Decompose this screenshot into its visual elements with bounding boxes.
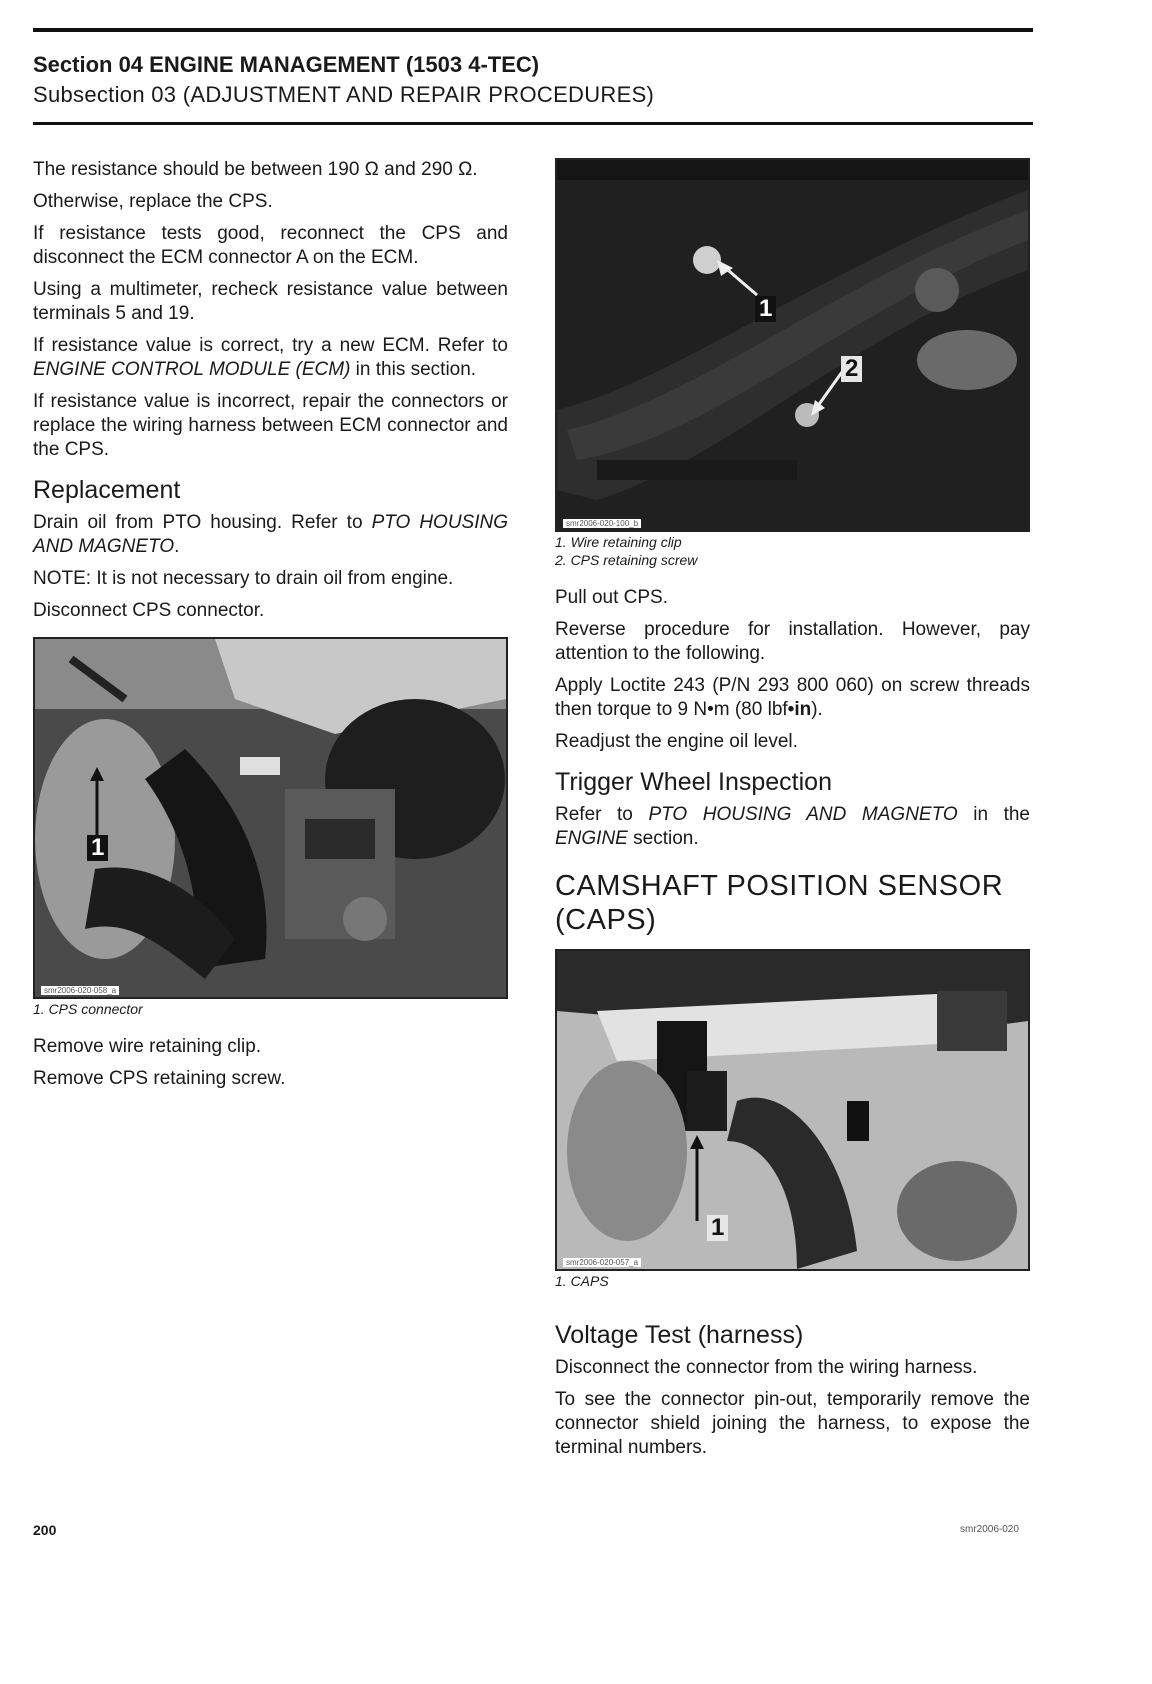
heading-caps: CAMSHAFT POSITION SENSOR (CAPS) bbox=[555, 870, 1004, 936]
right-column bbox=[555, 158, 1030, 1468]
figure-wire-clip-screw bbox=[555, 158, 1030, 532]
page-number: 200 bbox=[33, 1522, 57, 1538]
callout-number: 1 bbox=[707, 1215, 728, 1241]
paragraph bbox=[33, 334, 508, 382]
subsection-title: Subsection 03 (ADJUSTMENT AND REPAIR PROCEDURES) bbox=[33, 82, 655, 107]
text: in this section. bbox=[350, 359, 477, 380]
paragraph: Readjust the engine oil level. bbox=[555, 731, 798, 752]
cross-reference: ENGINE CONTROL MODULE (ECM) bbox=[33, 359, 351, 380]
paragraph: Remove wire retaining clip. bbox=[33, 1036, 262, 1057]
figure-caption: 2. CPS retaining screw bbox=[555, 552, 698, 568]
paragraph: Reverse procedure for installation. However, pay attention to the following. bbox=[555, 619, 1030, 664]
text: section. bbox=[627, 828, 699, 849]
header-bottom-rule bbox=[33, 122, 1033, 125]
header-top-rule bbox=[33, 28, 1033, 32]
cross-reference: PTO HOUSING AND MAGNETO bbox=[33, 512, 508, 557]
figure-caption: 1. Wire retaining clip bbox=[555, 534, 682, 550]
figure-cps-connector bbox=[33, 637, 508, 999]
note bbox=[33, 567, 508, 591]
photo-caps bbox=[557, 951, 1028, 1269]
callout-number: 2 bbox=[841, 356, 862, 382]
text: in the bbox=[957, 804, 1030, 825]
paragraph: If resistance value is incorrect, repair the connectors or replace the wiring harness between ECM connector and the CPS. bbox=[33, 391, 508, 460]
figure-id: smr2006-020-057_a bbox=[563, 1258, 641, 1267]
photo-wire-clip-screw bbox=[557, 160, 1028, 530]
heading-voltage-test: Voltage Test (harness) bbox=[555, 1321, 804, 1349]
paragraph: To see the connector pin-out, temporarily remove the connector shield joining the harness, to expose the terminal numbers. bbox=[555, 1389, 1030, 1458]
paragraph: Remove CPS retaining screw. bbox=[33, 1068, 286, 1089]
cross-reference: ENGINE bbox=[555, 828, 628, 849]
paragraph: Otherwise, replace the CPS. bbox=[33, 191, 273, 212]
unit-bold: •in bbox=[787, 699, 812, 720]
document-code: smr2006-020 bbox=[960, 1524, 1019, 1535]
figure-caption: 1. CAPS bbox=[555, 1273, 609, 1289]
paragraph: Pull out CPS. bbox=[555, 587, 668, 608]
paragraph bbox=[555, 803, 1030, 851]
cross-reference: PTO HOUSING AND MAGNETO bbox=[648, 804, 958, 825]
note-label: NOTE: bbox=[33, 568, 92, 589]
callout-number: 1 bbox=[87, 835, 108, 861]
text: Drain oil from PTO housing. Refer to bbox=[33, 512, 372, 533]
paragraph: Using a multimeter, recheck resistance value between terminals 5 and 19. bbox=[33, 279, 508, 324]
heading-trigger-wheel: Trigger Wheel Inspection bbox=[555, 768, 832, 796]
heading-replacement: Replacement bbox=[33, 476, 181, 504]
figure-caps bbox=[555, 949, 1030, 1271]
paragraph: The resistance should be between 190 Ω and 290 Ω. bbox=[33, 159, 478, 180]
left-column bbox=[33, 158, 508, 1099]
figure-caption: 1. CPS connector bbox=[33, 1001, 143, 1017]
paragraph: If resistance tests good, reconnect the CPS and disconnect the ECM connector A on the ECM. bbox=[33, 223, 508, 268]
paragraph bbox=[33, 511, 508, 559]
note-text: It is not necessary to drain oil from engine. bbox=[91, 568, 454, 589]
text: ). bbox=[811, 699, 823, 720]
text: Refer to bbox=[555, 804, 649, 825]
paragraph: Disconnect the connector from the wiring harness. bbox=[555, 1357, 978, 1378]
text: If resistance value is correct, try a new ECM. Refer to bbox=[33, 335, 508, 356]
section-title: Section 04 ENGINE MANAGEMENT (1503 4-TEC) bbox=[33, 52, 540, 77]
text: . bbox=[174, 536, 180, 557]
figure-id: smr2006-020-058_a bbox=[41, 986, 119, 995]
callout-number: 1 bbox=[755, 296, 776, 322]
paragraph: Disconnect CPS connector. bbox=[33, 600, 265, 621]
text: Apply Loctite 243 (P/N 293 800 060) on screw threads then torque to 9 N•m (80 lbf bbox=[555, 675, 1030, 720]
paragraph bbox=[555, 674, 1030, 722]
figure-id: smr2006-020-100_b bbox=[563, 519, 641, 528]
photo-cps-connector bbox=[35, 639, 506, 997]
